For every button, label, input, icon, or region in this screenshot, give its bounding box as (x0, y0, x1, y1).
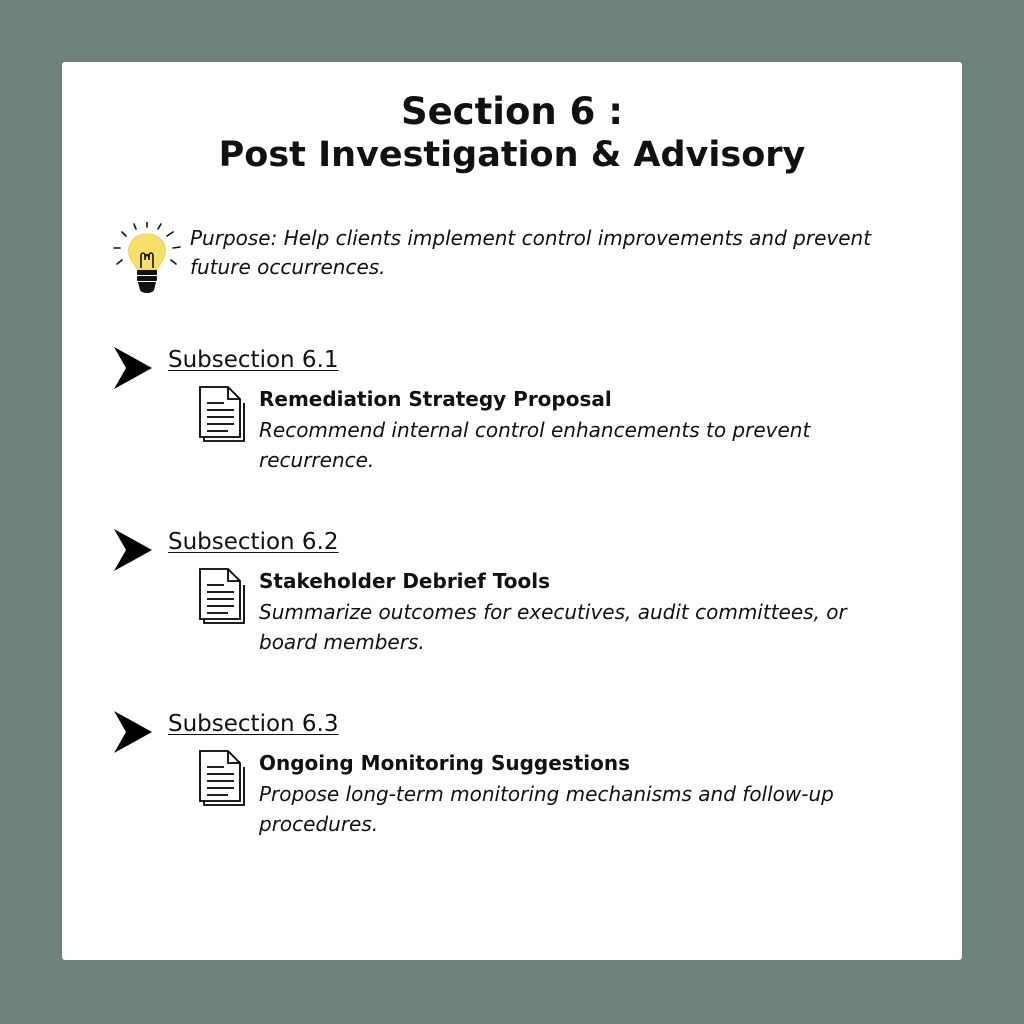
lightbulb-icon (112, 222, 182, 302)
document-icon (198, 567, 246, 625)
page-title (62, 90, 962, 176)
arrow-icon (112, 527, 154, 573)
arrow-icon (112, 709, 154, 755)
subsection-heading: Subsection 6.1 (168, 347, 339, 373)
page-title-line2: Post Investigation & Advisory (218, 135, 806, 175)
item-title: Ongoing Monitoring Suggestions (259, 751, 630, 775)
arrow-icon (112, 345, 154, 391)
purpose-text: Purpose: Help clients implement control improvements and prevent future occurrences. (190, 226, 872, 279)
document-icon (198, 749, 246, 807)
item-title: Remediation Strategy Proposal (259, 387, 612, 411)
subsection-heading: Subsection 6.2 (168, 529, 339, 555)
item-description: Propose long-term monitoring mechanisms and follow-up procedures. (259, 782, 834, 836)
subsection-heading: Subsection 6.3 (168, 711, 339, 737)
content-card (62, 62, 962, 960)
document-icon (198, 385, 246, 443)
item-description: Recommend internal control enhancements to prevent recurrence. (259, 418, 811, 472)
item-description: Summarize outcomes for executives, audit committees, or board members. (259, 600, 847, 654)
item-title: Stakeholder Debrief Tools (259, 569, 550, 593)
page-title-line1: Section 6 : (400, 90, 624, 133)
